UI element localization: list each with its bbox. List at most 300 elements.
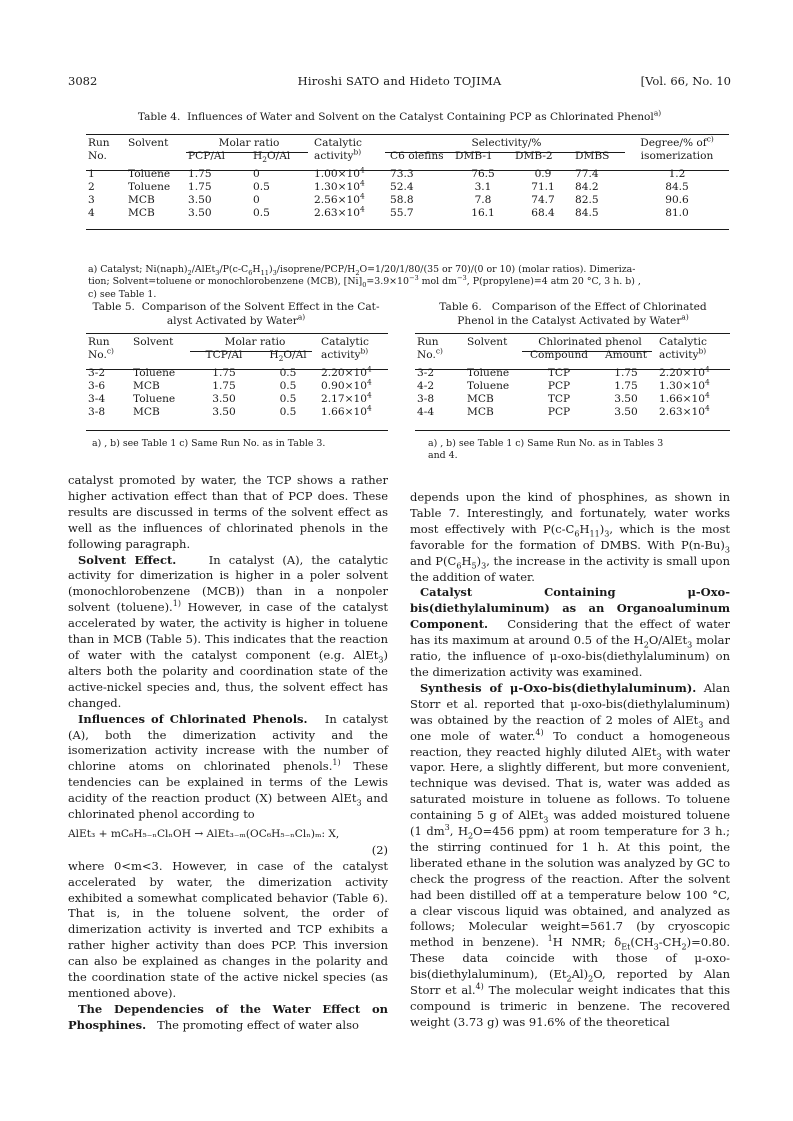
table4-row bbox=[86, 168, 729, 181]
heading-solvent-effect: Solvent Effect. bbox=[78, 552, 177, 567]
table5-caption-line2 bbox=[86, 314, 386, 328]
t5-no-sup: c) bbox=[106, 346, 114, 356]
t6-r1-run: 3-2 bbox=[417, 366, 435, 379]
t6-head-run: Run bbox=[417, 336, 439, 348]
rp3-s9: 2 bbox=[588, 974, 594, 984]
t4-r4-dmbs: 84.5 bbox=[575, 207, 599, 220]
t5-r3-act-e: 4 bbox=[366, 390, 372, 400]
table4-head-isomerization: isomerization bbox=[640, 150, 714, 163]
t4-r2-act-m: 1.30 bbox=[314, 180, 338, 193]
t5-activity-sup: b) bbox=[360, 346, 369, 356]
t6-no-sup: c) bbox=[435, 346, 443, 356]
t4-r4-iso: 81.0 bbox=[665, 207, 689, 220]
t5-r4-act-m: 1.66 bbox=[321, 406, 345, 419]
influences-ref1: 1) bbox=[332, 758, 341, 768]
table4-head-pcp-al: PCP/Al bbox=[188, 150, 225, 163]
t6-r1-act-e: 4 bbox=[704, 364, 710, 374]
t4-r2-pcp: 1.75 bbox=[188, 180, 212, 193]
heading-catalyst-containing: Catalyst Containing μ-Oxo-bis(diethylaluminum) as an Organoaluminum Component. bbox=[410, 585, 730, 632]
t6-r3-act-m: 1.66 bbox=[659, 393, 683, 406]
fn4-a2: /AlEt bbox=[191, 264, 216, 275]
header-page-number: 3082 bbox=[68, 74, 98, 88]
table5-row bbox=[86, 380, 388, 393]
table4-head-row-2 bbox=[86, 150, 729, 163]
rp1-d: , which is the most favorable for the formation of DMBS. With P(n-Bu) bbox=[410, 521, 730, 552]
t6-r2-act bbox=[657, 377, 730, 393]
rp3-s6: 3 bbox=[653, 942, 659, 952]
table4-caption-sup: a) bbox=[653, 108, 662, 118]
table6-footnote-1: a) , b) see Table 1 c) Same Run No. as in Tables 3 bbox=[428, 438, 664, 449]
t5-head-tcp: TCP/Al bbox=[205, 349, 243, 362]
table4-row bbox=[86, 194, 729, 207]
right-paragraph-catalyst bbox=[410, 585, 730, 680]
heading-synthesis: Synthesis of μ-Oxo-bis(diethylaluminum). bbox=[420, 680, 697, 695]
t5-r4-h2o: 0.5 bbox=[279, 406, 297, 419]
table6-footnote bbox=[428, 438, 730, 463]
fn4-a1: a) Catalyst; Ni(naph) bbox=[88, 264, 188, 275]
t4-r3-pcp: 3.50 bbox=[188, 194, 212, 207]
table4-head-degree-text: Degree/% of bbox=[640, 137, 707, 149]
t4-r3-solvent: MCB bbox=[128, 194, 155, 207]
t4-r3-act bbox=[312, 191, 388, 207]
t6-r2-compound: PCP bbox=[547, 379, 571, 392]
t6-r1-amount: 1.75 bbox=[614, 366, 638, 379]
rp3-j: -CH bbox=[658, 935, 682, 950]
t4-r2-run: 2 bbox=[88, 180, 95, 193]
rp2-s2: 3 bbox=[687, 640, 693, 650]
influences-text-b: These tendencies can be explained in terms of the Lewis acidity of the reaction product (X) between AlEt bbox=[68, 759, 389, 806]
t4-r3-act-m: 2.56 bbox=[314, 194, 338, 207]
left-paragraph-4: where 0<m<3. However, in case of the catalyst accelerated by water, the dimerization activity exhibited a somewhat complicated behavior (Table 6). That is, in the toluene solvent, the order of dimerization activity is inverted and TCP exhibits a rather higher activity than does PCP. This inversion can also be explained as changes in the polarity and the coordination state of the active nickel species (as mentioned above). bbox=[68, 858, 388, 1000]
fn4-b4: , P(propylene)=4 atm 20 °C, 3 h. b) , bbox=[466, 276, 641, 288]
fn4-s2: 3 bbox=[215, 268, 220, 277]
table5-title-1: Comparison of the Solvent Effect in the Cat- bbox=[141, 301, 380, 313]
rp3-et: Et bbox=[621, 942, 631, 952]
t5-r2-run: 3-6 bbox=[88, 379, 106, 392]
t5-head-activity bbox=[319, 346, 388, 362]
t6-r4-amount: 3.50 bbox=[614, 406, 638, 419]
table5 bbox=[86, 336, 388, 420]
table6-caption-sup: a) bbox=[681, 312, 689, 322]
table6-label: Table 6. bbox=[439, 301, 482, 313]
t4-r1-act-e: 4 bbox=[359, 165, 365, 175]
fn4-b1: tion; Solvent=toluene or monochlorobenzene (MCB), [Ni] bbox=[88, 276, 363, 288]
left-paragraph-solvent bbox=[68, 553, 388, 712]
rp3-c: To conduct a homogeneous reaction, they reacted highly diluted AlEt bbox=[410, 728, 730, 759]
fn4-a3: /P(c-C bbox=[219, 264, 249, 275]
table6-title-1: Comparison of the Effect of Chlorinated bbox=[491, 301, 707, 313]
t5-r1-tcp: 1.75 bbox=[212, 366, 236, 379]
table4-head-no: No. bbox=[88, 150, 107, 163]
t4-r1-act-m: 1.00 bbox=[314, 167, 338, 180]
table6-head-row-2 bbox=[415, 349, 730, 362]
t5-r1-h2o: 0.5 bbox=[279, 366, 297, 379]
table5-caption-line1 bbox=[86, 300, 386, 314]
table5-top-rule bbox=[86, 333, 388, 334]
table4-head-molar-ratio: Molar ratio bbox=[218, 137, 280, 149]
t4-activity: activity bbox=[314, 150, 354, 163]
t5-r1-act-e: 4 bbox=[366, 364, 372, 374]
t5-r1-act-m: 2.20 bbox=[321, 366, 345, 379]
fn4-b2: =3.9×10 bbox=[366, 276, 409, 288]
t4-r4-c6: 55.7 bbox=[390, 207, 414, 220]
t4-r4-act-e: 4 bbox=[359, 204, 365, 214]
t6-r2-solvent: Toluene bbox=[467, 379, 510, 392]
rp3-k: )=0.80. These data coincide with those of μ-oxo-bis(diethylaluminum), (Et bbox=[410, 935, 731, 982]
t5-r3-act-m: 2.17 bbox=[321, 393, 345, 406]
t6-no: No. bbox=[417, 349, 436, 362]
table6-row bbox=[415, 393, 730, 406]
rp3-s1: 3 bbox=[698, 719, 704, 729]
t6-r4-times: ×10 bbox=[682, 406, 705, 419]
t4-r4-times: ×10 bbox=[337, 207, 360, 220]
t5-r3-times: ×10 bbox=[344, 393, 367, 406]
t4-r3-dmb2: 74.7 bbox=[531, 194, 555, 207]
rp1-c: ) bbox=[599, 521, 605, 536]
table6-row bbox=[415, 367, 730, 380]
t6-r2-run: 4-2 bbox=[417, 379, 435, 392]
t4-r4-dmb2: 68.4 bbox=[531, 207, 555, 220]
t6-r1-act-m: 2.20 bbox=[659, 366, 683, 379]
t6-r4-act-e: 4 bbox=[704, 403, 710, 413]
t6-head-compound: Compound bbox=[529, 349, 589, 362]
table4-label: Table 4. bbox=[137, 111, 181, 123]
t4-r1-dmbs: 77.4 bbox=[575, 167, 599, 180]
table5-head-row-2 bbox=[86, 349, 388, 362]
rp1-s5: 6 bbox=[456, 560, 462, 570]
table5-row bbox=[86, 393, 388, 406]
table6-row bbox=[415, 380, 730, 393]
right-paragraph-1 bbox=[410, 490, 730, 585]
table4-caption bbox=[68, 110, 731, 124]
t4-r3-c6: 58.8 bbox=[390, 194, 414, 207]
t5-r2-act-e: 4 bbox=[366, 377, 372, 387]
t4-r3-times: ×10 bbox=[337, 194, 360, 207]
t4-r3-dmbs: 82.5 bbox=[575, 194, 599, 207]
t4-r4-h2o: 0.5 bbox=[253, 207, 270, 220]
table4-head-dmbs: DMBS bbox=[575, 150, 610, 163]
t4-activity-sup: b) bbox=[353, 147, 362, 157]
t4-r4-act-m: 2.63 bbox=[314, 207, 338, 220]
t4-r1-h2o: 0 bbox=[253, 167, 260, 180]
t4-r3-dmb1: 7.8 bbox=[474, 194, 492, 207]
table4-head-run: Run bbox=[88, 137, 110, 149]
fn4-b3: mol dm bbox=[421, 276, 458, 288]
table6-title-2: Phenol in the Catalyst Activated by Water bbox=[457, 315, 682, 327]
t4-r1-c6: 73.3 bbox=[390, 167, 414, 180]
table4-head-dmb1: DMB-1 bbox=[455, 150, 493, 163]
table4-head-c6: C6 olefins bbox=[390, 150, 444, 163]
table4-top-rule bbox=[86, 134, 729, 135]
table4-head-dmb2: DMB-2 bbox=[515, 150, 553, 163]
t5-h2o-sub: 2 bbox=[278, 354, 284, 364]
t4-r2-iso: 84.5 bbox=[665, 180, 689, 193]
t4-r2-act bbox=[312, 178, 388, 194]
rp3-s4: 3 bbox=[444, 823, 450, 833]
t5-r1-run: 3-2 bbox=[88, 366, 106, 379]
t5-r3-act bbox=[319, 390, 388, 406]
t6-head-solvent: Solvent bbox=[467, 336, 508, 348]
t4-r4-dmb1: 16.1 bbox=[471, 207, 495, 220]
t4-r4-solvent: MCB bbox=[128, 207, 155, 220]
table5-bottom-rule bbox=[86, 430, 388, 431]
rp3-s2: 3 bbox=[656, 751, 662, 761]
table5-footnote: a) , b) see Table 1 c) Same Run No. as in Table 3. bbox=[92, 438, 326, 449]
t5-head-h2o: $H_2O/Al$ bbox=[269, 349, 307, 364]
t5-h2o-text: O/Al bbox=[283, 349, 307, 362]
t4-r1-pcp: 1.75 bbox=[188, 167, 212, 180]
t6-r4-compound: PCP bbox=[547, 406, 571, 419]
t4-r1-act bbox=[312, 165, 388, 181]
t6-r3-run: 3-8 bbox=[417, 393, 435, 406]
t6-head-catalytic: Catalytic bbox=[659, 336, 707, 348]
t5-r3-h2o: 0.5 bbox=[279, 393, 297, 406]
table4-row bbox=[86, 207, 729, 220]
t5-head-empty bbox=[131, 349, 191, 362]
t6-r4-solvent: MCB bbox=[467, 406, 494, 419]
t5-head-no bbox=[86, 346, 131, 362]
t5-r4-times: ×10 bbox=[344, 406, 367, 419]
table6-footnote-2: and 4. bbox=[428, 450, 458, 462]
t4-r1-dmb2: 0.9 bbox=[534, 167, 552, 180]
t4-r1-run: 1 bbox=[88, 167, 95, 180]
t6-head-amount: Amount bbox=[605, 349, 647, 362]
table5-head-row-1 bbox=[86, 336, 388, 349]
t6-r2-amount: 1.75 bbox=[614, 379, 638, 392]
t6-r3-compound: TCP bbox=[547, 393, 571, 406]
table6-caption bbox=[415, 300, 731, 328]
table5-row bbox=[86, 406, 388, 419]
t5-head-molar: Molar ratio bbox=[224, 336, 286, 348]
rp3-l: Al) bbox=[571, 967, 589, 982]
rp1-g: ) bbox=[476, 553, 482, 568]
t6-r3-act-e: 4 bbox=[704, 390, 710, 400]
t6-r1-solvent: Toluene bbox=[467, 366, 510, 379]
table4-footnote-a2 bbox=[88, 276, 728, 288]
t6-r3-act bbox=[657, 390, 730, 406]
t4-r4-run: 4 bbox=[88, 207, 95, 220]
rp3-s8: 2 bbox=[566, 974, 572, 984]
t5-head-solvent: Solvent bbox=[133, 336, 174, 348]
t5-no: No. bbox=[88, 349, 107, 362]
t4-r2-dmb1: 3.1 bbox=[474, 180, 492, 193]
t4-r3-run: 3 bbox=[88, 194, 95, 207]
rp3-m: O, reported by Alan Storr et al. bbox=[410, 967, 730, 998]
left-column bbox=[68, 473, 388, 1034]
t5-r4-act bbox=[319, 403, 388, 419]
fn4-a6: /isoprene/PCP/H bbox=[276, 264, 356, 275]
rp1-s2: 11 bbox=[589, 529, 600, 539]
table4-head-h2o-al bbox=[251, 150, 312, 163]
t5-r3-solvent: Toluene bbox=[133, 393, 176, 406]
equation-2-number: (2) bbox=[371, 842, 388, 857]
rp3-s3: 3 bbox=[543, 815, 549, 825]
t5-r1-act bbox=[319, 364, 388, 380]
rp3-a: Alan Storr et al. reported that μ-oxo-bis(diethylaluminum) was obtained by the reaction of 2 moles of AlEt bbox=[410, 680, 730, 727]
table5-label: Table 5. bbox=[92, 301, 135, 313]
t6-head-chlorinated: Chlorinated phenol bbox=[538, 336, 642, 348]
t4-r1-iso: 1.2 bbox=[668, 167, 686, 180]
table4-footnote-c: c) see Table 1. bbox=[88, 288, 157, 300]
right-paragraph-synthesis bbox=[410, 681, 730, 1031]
t6-r4-act bbox=[657, 403, 730, 419]
rp1-a: depends upon the kind of phosphines, as shown in Table 7. Interestingly, and fortunately, water works most effectively with P(c-C bbox=[410, 490, 730, 536]
solvent-sub3: 3 bbox=[378, 655, 384, 665]
t5-r2-h2o: 0.5 bbox=[279, 379, 297, 392]
t4-r2-solvent: Toluene bbox=[128, 180, 171, 193]
header-volume: [Vol. 66, No. 10 bbox=[640, 74, 731, 88]
rp1-s4: 3 bbox=[724, 545, 730, 555]
t5-r1-solvent: Toluene bbox=[133, 366, 176, 379]
t6-head-no bbox=[415, 346, 465, 362]
rp3-d: with water vapor. Here, a slightly different, but more convenient, technique was devised. That is, water was added as saturated moisture in toluene as follows. To toluene containing 5 g of AlEt bbox=[410, 744, 730, 823]
solvent-text-a: In catalyst (A), the catalytic activity for dimerization is higher in a poler solvent (monochlorobenzene (MCB)) than in a nonpoler solvent (toluene). bbox=[68, 552, 389, 615]
t5-r2-tcp: 1.75 bbox=[212, 379, 236, 392]
t4-r2-c6: 52.4 bbox=[390, 180, 414, 193]
fn4-s1: 2 bbox=[187, 268, 192, 277]
rp2-b: O/AlEt bbox=[648, 633, 688, 648]
rp3-ref4: 4) bbox=[535, 727, 544, 737]
t5-r3-run: 3-4 bbox=[88, 393, 106, 406]
rp1-s6: 5 bbox=[471, 560, 477, 570]
t4-r2-times: ×10 bbox=[337, 180, 360, 193]
t6-r2-act-e: 4 bbox=[704, 377, 710, 387]
dependencies-text: The promoting effect of water also bbox=[157, 1017, 359, 1032]
table4-title: Influences of Water and Solvent on the Catalyst Containing PCP as Chlorinated Phenol bbox=[187, 111, 654, 123]
t5-activity: activity bbox=[321, 349, 361, 362]
t6-activity: activity bbox=[659, 349, 699, 362]
heading-influences: Influences of Chlorinated Phenols. bbox=[78, 711, 308, 726]
t4-r2-dmb2: 71.1 bbox=[531, 180, 555, 193]
table6 bbox=[415, 336, 730, 420]
t6-r4-run: 4-4 bbox=[417, 406, 435, 419]
t5-r1-times: ×10 bbox=[344, 366, 367, 379]
t5-r4-act-e: 4 bbox=[366, 403, 372, 413]
rp2-s1: 2 bbox=[643, 640, 649, 650]
fn4-a4: H bbox=[252, 264, 261, 275]
rp3-f: , H bbox=[449, 824, 469, 839]
t5-r2-act bbox=[319, 377, 388, 393]
influences-text-c: and chlorinated phenol according to bbox=[68, 791, 389, 822]
influences-text-a: In catalyst (A), both the dimerization activity and the isomerization activity increase with the number of chlorine atoms on chlorinated phenols. bbox=[68, 711, 389, 774]
rp1-s1: 6 bbox=[574, 529, 580, 539]
table4-head-solvent: Solvent bbox=[128, 137, 169, 149]
table6-head-row-1 bbox=[415, 336, 730, 349]
t6-r1-act bbox=[657, 364, 730, 380]
table4-head-empty bbox=[126, 150, 186, 163]
t5-r2-act-m: 0.90 bbox=[321, 379, 345, 392]
t4-h: H bbox=[253, 150, 263, 163]
header-authors: Hiroshi SATO and Hideto TOJIMA bbox=[297, 74, 502, 88]
t4-r1-dmb1: 76.5 bbox=[471, 167, 495, 180]
influences-sub3: 3 bbox=[356, 798, 362, 808]
t6-activity-sup: b) bbox=[698, 346, 707, 356]
rp3-s5: 2 bbox=[468, 831, 474, 841]
t4-r3-h2o: 0 bbox=[253, 194, 260, 207]
rp3-nmr-sup: 1 bbox=[547, 934, 553, 944]
t4-r4-act bbox=[312, 204, 388, 220]
rp3-n: The molecular weight indicates that this compound is trimeric in benzene. The recovered weight (3.73 g) was 91.6% of the theoretical bbox=[410, 983, 730, 1029]
table6-caption-line2 bbox=[415, 314, 731, 328]
t6-r2-act-m: 1.30 bbox=[659, 379, 683, 392]
t4-r3-act-e: 4 bbox=[359, 191, 365, 201]
t4-r1-solvent: Toluene bbox=[128, 167, 171, 180]
t5-r2-solvent: MCB bbox=[133, 379, 160, 392]
table6-bottom-rule bbox=[415, 430, 730, 431]
t6-r3-times: ×10 bbox=[682, 393, 705, 406]
table5-title-2: alyst Activated by Water bbox=[166, 315, 298, 327]
left-paragraph-dependencies bbox=[68, 1002, 388, 1034]
table4-head-catalytic: Catalytic bbox=[314, 137, 362, 149]
rp3-g: O=456 ppm) at room temperature for 3 h.; the stirring continued for 1 h. At this point, the liberated ethane in the solution was analyzed by GC to check the progress of the reaction. After the solvent had been distilled off at a temperature below 100 °C, a clear viscous liquid was obtained, and analyzed as follows; Molecular weight=561.7 (by cryoscopic method in benzene). bbox=[410, 824, 731, 950]
fn4-s7: 0 bbox=[362, 281, 367, 290]
rp3-s7: 2 bbox=[681, 942, 687, 952]
t4-r2-act-e: 4 bbox=[359, 178, 365, 188]
t4-r2-dmbs: 84.2 bbox=[575, 180, 599, 193]
t4-h-sub: 2 bbox=[262, 155, 267, 165]
rp3-e: was added moistured toluene (1 dm bbox=[410, 808, 731, 839]
fn4-s9: −3 bbox=[457, 274, 467, 283]
t6-head-empty bbox=[465, 349, 523, 362]
table4-row bbox=[86, 181, 729, 194]
t4-r4-pcp: 3.50 bbox=[188, 207, 212, 220]
rp3-ref4b: 4) bbox=[475, 982, 484, 992]
t6-r1-compound: TCP bbox=[547, 366, 571, 379]
running-header bbox=[68, 74, 731, 90]
table4-bottom-rule bbox=[86, 229, 729, 230]
rp1-h: , the increase in the activity is small upon the addition of water. bbox=[410, 553, 730, 584]
t6-r1-times: ×10 bbox=[682, 366, 705, 379]
t5-head-catalytic: Catalytic bbox=[321, 336, 369, 348]
fn4-a7: O=1/20/1/80/(35 or 70)/(0 or 10) (molar ratios). Dimeriza- bbox=[359, 264, 636, 275]
heading-dependencies: The Dependencies of the Water Effect on Phosphines. bbox=[68, 1001, 388, 1032]
t4-r3-iso: 90.6 bbox=[665, 194, 689, 207]
equation-2: AlEt₃ + mC₆H₅₋ₙClₙOH → AlEt₃₋ₘ(OC₆H₅₋ₙClₙ)ₘ: X, bbox=[68, 827, 340, 840]
fn4-s5: 3 bbox=[272, 268, 277, 277]
table4-head-degree bbox=[625, 134, 729, 150]
rp2-c: molar ratio, the influence of μ-oxo-bis(diethylaluminum) on the dimerization activity was examined. bbox=[410, 633, 731, 679]
t5-head-run: Run bbox=[88, 336, 110, 348]
t5-r4-tcp: 3.50 bbox=[212, 406, 236, 419]
t4-r1-times: ×10 bbox=[337, 167, 360, 180]
rp1-e: and P(C bbox=[410, 553, 457, 568]
solvent-text-b: However, in case of the catalyst accelerated by water, the activity is higher in toluene than in MCB (Table 5). This indicates that the reaction of water with the catalyst component (e.g. AlEt bbox=[68, 600, 388, 662]
table4-footnote bbox=[88, 264, 728, 301]
t6-r4-act-m: 2.63 bbox=[659, 406, 683, 419]
t5-r4-solvent: MCB bbox=[133, 406, 160, 419]
rp3-h: H NMR; δ bbox=[552, 935, 622, 950]
rp3-i: (CH bbox=[630, 935, 654, 950]
table4-head-degree-sup: c) bbox=[706, 134, 714, 144]
solvent-text-c: ) alters both the polarity and coordination state of the active-nickel species and, thus, the solvent effect has changed. bbox=[68, 647, 388, 710]
table6-top-rule bbox=[415, 333, 730, 334]
t5-r4-run: 3-8 bbox=[88, 406, 106, 419]
table4 bbox=[86, 134, 729, 221]
t5-r3-tcp: 3.50 bbox=[212, 393, 236, 406]
table5-caption bbox=[86, 300, 386, 328]
right-column bbox=[410, 490, 730, 1031]
table6-row bbox=[415, 406, 730, 419]
fn4-s3: 6 bbox=[248, 268, 253, 277]
t6-head-activity bbox=[657, 346, 730, 362]
rp3-b: and one mole of water. bbox=[410, 712, 730, 743]
left-paragraph-1: catalyst promoted by water, the TCP shows a rather higher activation effect than that of PCP does. These results are discussed in terms of the solvent effect as well as the influences of chlorinated phenols in the following paragraph. bbox=[68, 473, 388, 551]
t5-r2-times: ×10 bbox=[344, 379, 367, 392]
t4-r2-h2o: 0.5 bbox=[253, 180, 270, 193]
rp2-a: Considering that the effect of water has its maximum at around 0.5 of the H bbox=[410, 617, 730, 648]
fn4-a5: ) bbox=[268, 264, 273, 275]
rp1-s7: 3 bbox=[481, 560, 487, 570]
